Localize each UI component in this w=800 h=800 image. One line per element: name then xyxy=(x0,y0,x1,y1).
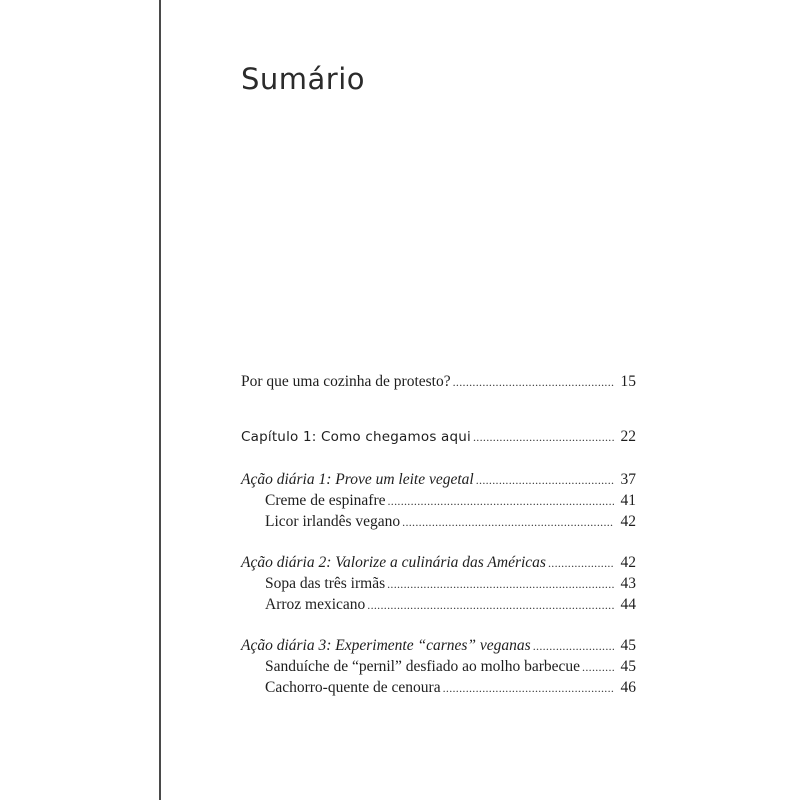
toc-entry-action-3 xyxy=(241,635,636,656)
toc-page-number: 41 xyxy=(620,492,636,509)
toc-page-number: 22 xyxy=(620,428,636,445)
toc-entry-label: Ação diária 3: Experimente “carnes” veganas xyxy=(241,637,531,654)
page-gutter-line xyxy=(159,0,161,800)
toc-page-number: 46 xyxy=(620,679,636,696)
toc-entry-label: Sopa das três irmãs xyxy=(265,575,386,592)
dot-leader xyxy=(443,678,614,699)
toc-page-number: 15 xyxy=(620,373,636,390)
toc-entry-label: Cachorro-quente de cenoura xyxy=(265,679,441,696)
toc-entry-label: Ação diária 2: Valorize a culinária das Américas xyxy=(241,554,546,571)
dot-leader xyxy=(402,512,614,533)
toc-entry-recipe xyxy=(241,594,636,615)
toc-entry-label: Creme de espinafre xyxy=(265,492,386,509)
toc-entry-recipe xyxy=(241,573,636,594)
dot-leader xyxy=(453,372,614,393)
dot-leader xyxy=(473,427,614,448)
dot-leader xyxy=(388,491,615,512)
toc-entry-label: Licor irlandês vegano xyxy=(265,513,401,530)
dot-leader xyxy=(533,636,614,657)
toc-page-number: 42 xyxy=(620,513,636,530)
dot-leader xyxy=(582,657,614,678)
toc-entry-recipe xyxy=(241,490,636,511)
dot-leader xyxy=(387,574,614,595)
toc-entry-recipe xyxy=(241,677,636,698)
toc-page-number: 43 xyxy=(620,575,636,592)
toc-entry-chapter-1 xyxy=(241,426,636,447)
toc-entry-label: Por que uma cozinha de protesto? xyxy=(241,373,451,390)
page-title: Sumário xyxy=(241,62,366,96)
dot-leader xyxy=(476,470,614,491)
toc-entry-label: Capítulo 1: Como chegamos aqui xyxy=(241,429,471,445)
dot-leader xyxy=(367,595,614,616)
toc-page-number: 45 xyxy=(620,658,636,675)
dot-leader xyxy=(548,553,614,574)
table-of-contents xyxy=(241,371,636,698)
toc-page-number: 44 xyxy=(620,596,636,613)
toc-entry-label: Ação diária 1: Prove um leite vegetal xyxy=(241,471,474,488)
toc-entry-recipe xyxy=(241,656,636,677)
toc-page-number: 42 xyxy=(620,554,636,571)
toc-page-number: 37 xyxy=(620,471,636,488)
toc-entry-label: Sanduíche de “pernil” desfiado ao molho barbecue xyxy=(265,658,581,675)
toc-entry-action-1 xyxy=(241,469,636,490)
toc-entry-recipe xyxy=(241,511,636,532)
toc-entry-intro xyxy=(241,371,636,392)
toc-entry-action-2 xyxy=(241,552,636,573)
toc-entry-label: Arroz mexicano xyxy=(265,596,366,613)
toc-page-number: 45 xyxy=(620,637,636,654)
